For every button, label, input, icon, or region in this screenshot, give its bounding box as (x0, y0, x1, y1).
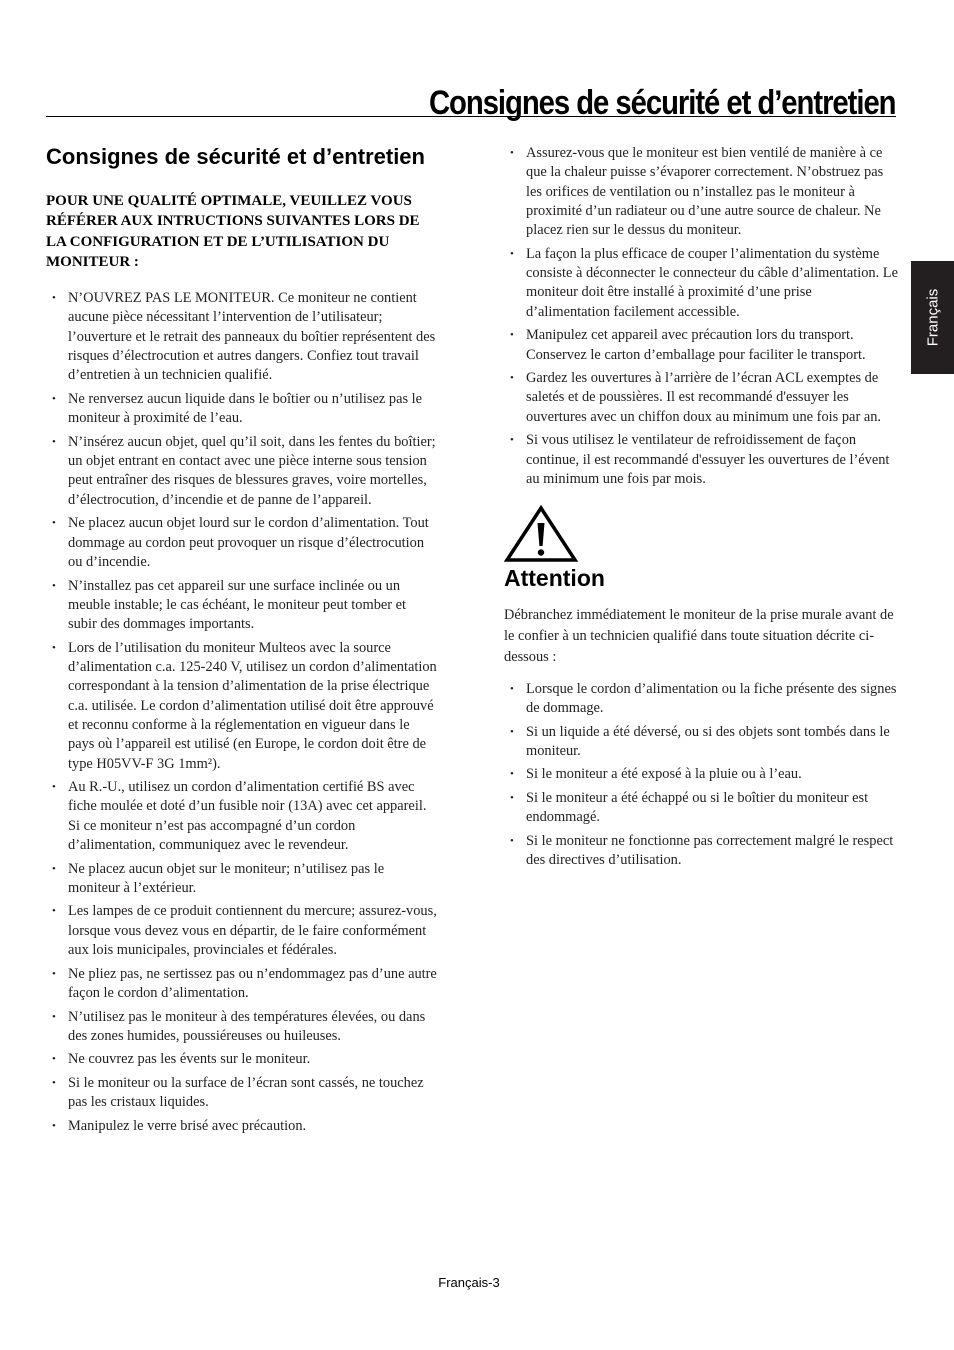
list-item (504, 431, 899, 489)
list-item-text: Lorsque le cordon d’alimentation ou la fiche présente des signes de dommage. (526, 680, 897, 716)
header-rule (46, 116, 896, 117)
list-item (46, 514, 438, 572)
list-item (46, 289, 438, 385)
list-item-text: Gardez les ouvertures à l’arrière de l’écran ACL exemptes de saletés et de poussières. Il est recommandé d'essuyer les ouvertures avec un chiffon doux au minimum une fois par an. (526, 370, 882, 425)
list-item-text: Si le moniteur a été échappé ou si le boîtier du moniteur est endommagé. (526, 790, 869, 826)
bullet-icon: • (510, 792, 514, 804)
intro-text: POUR UNE QUALITÉ OPTIMALE, VEUILLEZ VOUS RÉFÉRER AUX INTRUCTIONS SUIVANTES LORS DE LA CONFIGURATION ET DE L’UTILISATION DU MONITEUR : (46, 193, 420, 270)
list-item-text: Ne pliez pas, ne sertissez pas ou n’endommagez pas d’une autre façon le cordon d’alimentation. (68, 965, 437, 1001)
bullet-icon: • (52, 1010, 56, 1023)
bullet-icon: • (510, 725, 514, 738)
bullet-icon: • (52, 781, 56, 794)
list-item (504, 245, 899, 322)
section-heading: Consignes de sécurité et d’entretien (46, 144, 425, 169)
attention-heading: Attention (504, 565, 605, 592)
bullet-icon: • (52, 905, 56, 918)
list-item (46, 1050, 438, 1069)
list-item-text: Ne placez aucun objet sur le moniteur; n’utilisez pas le moniteur à l’extérieur. (68, 860, 385, 896)
language-tab-label: Français (924, 288, 941, 347)
bullet-icon: • (510, 147, 514, 159)
page-title: Consignes de sécurité et d’entretien (429, 84, 896, 122)
list-item (504, 832, 899, 871)
list-item (46, 390, 438, 429)
bullet-icon: • (52, 517, 56, 530)
list-item-text: Ne placez aucun objet lourd sur le cordon d’alimentation. Tout dommage au cordon peut provoquer un risque d’électrocution ou d’incendie. (68, 515, 429, 570)
list-item-text: Les lampes de ce produit contiennent du mercure; assurez-vous, lorsque vous devez vous en départir, de le faire conformément aux lois municipales, provinciales et fédérales. (68, 903, 437, 959)
list-item (504, 789, 899, 828)
list-item-text: N’utilisez pas le moniteur à des températures élevées, ou dans des zones humides, poussiéreuses ou huileuses. (68, 1008, 426, 1044)
list-item (46, 433, 438, 510)
list-item-text: N’OUVREZ PAS LE MONITEUR. Ce moniteur ne contient aucune pièce nécessitant l’intervention de l’utilisateur; l’ouverture et le retrait des panneaux du boîtier représentent des risques d’électrocution et autres dangers. Confiez tout travail d’entretien à un technicien qualifié. (68, 290, 436, 384)
bullet-icon: • (52, 292, 56, 305)
list-item (46, 577, 438, 635)
list-item-text: Lors de l’utilisation du moniteur Multeos avec la source d’alimentation c.a. 125-240 V, utilisez un cordon d’alimentation correspondant à la tension d’alimentation de la prise électrique c.a. utilisée. Le cordon d’alimentation utilisé doit être approuvé et reconnu conforme à la réglementation en vigueur dans le pays où l’appareil est utilisé (en Europe, le cordon doit être de type H05VV-F 3G 1mm²). (68, 639, 437, 772)
list-item-text: Assurez-vous que le moniteur est bien ventilé de manière à ce que la chaleur puisse s’évaporer correctement. N’obstruez pas les orifices de ventilation ou n’installez pas le moniteur à proximité d’un radiateur ou d’une autre source de chaleur. Ne placez rien sur le dessus du moniteur. (526, 145, 884, 239)
bullet-icon: • (510, 682, 514, 695)
bullet-icon: • (510, 834, 514, 847)
bullet-icon: • (510, 372, 514, 385)
list-item-text: N’insérez aucun objet, quel qu’il soit, dans les fentes du boîtier; un objet entrant en contact avec une pièce interne sous tension peut entraîner des risques de blessures graves, voire mortelles, d’électrocution, d’incendie et de panne de l’appareil. (68, 433, 436, 508)
bullet-icon: • (52, 967, 56, 980)
list-item (504, 723, 899, 762)
list-item (46, 778, 438, 855)
list-item-text: Ne couvrez pas les évents sur le moniteur. (68, 1051, 311, 1068)
list-item-text: La façon la plus efficace de couper l’alimentation du système consiste à déconnecter le connecteur du câble d’alimentation. Le moniteur doit être installé à proximité d’une prise d’alimentation facilement accessible. (526, 245, 898, 320)
list-item (46, 1008, 438, 1047)
list-item (46, 965, 438, 1004)
bullet-icon: • (52, 579, 56, 592)
list-item (46, 1074, 438, 1113)
bullet-icon: • (510, 768, 514, 781)
list-item (504, 680, 899, 719)
bullet-icon: • (52, 641, 56, 654)
bullet-icon: • (52, 862, 56, 875)
safety-list-continued (504, 144, 899, 489)
language-tab (911, 261, 954, 374)
list-item-text: Si le moniteur a été exposé à la pluie ou à l’eau. (526, 766, 802, 783)
safety-list (46, 289, 438, 1136)
attention-text: Débranchez immédiatement le moniteur de la prise murale avant de le confier à un technicien qualifié dans toute situation décrite ci-dessous : (504, 607, 894, 665)
page-number: Français-3 (438, 1275, 500, 1290)
bullet-icon: • (52, 435, 56, 448)
bullet-icon: • (52, 1119, 56, 1132)
list-item (46, 860, 438, 899)
bullet-icon: • (52, 392, 56, 405)
list-item-text: Manipulez le verre brisé avec précaution. (68, 1117, 307, 1134)
list-item (504, 765, 899, 784)
list-item-text: Si vous utilisez le ventilateur de refroidissement de façon continue, il est recommandé d'essuyer les ouvertures de l’évent au minimum une fois par mois. (526, 432, 890, 487)
list-item-text: Au R.-U., utilisez un cordon d’alimentation certifié BS avec fiche moulée et doté d’un fusible noir (13A) avec cet appareil. Si ce moniteur n’est pas accompagné d’un cordon d’alimentation, communiquez avec le revendeur. (68, 779, 427, 853)
bullet-icon: • (52, 1053, 56, 1066)
list-item (504, 326, 899, 365)
list-item-text: N’installez pas cet appareil sur une surface inclinée ou un meuble instable; le cas échéant, le moniteur peut tomber et subir des dommages importants. (68, 577, 407, 633)
bullet-icon: • (52, 1077, 56, 1090)
list-item-text: Si le moniteur ne fonctionne pas correctement malgré le respect des directives d’utilisation. (526, 832, 894, 869)
list-item-text: Si un liquide a été déversé, ou si des objets sont tombés dans le moniteur. (526, 723, 890, 759)
list-item (46, 902, 438, 960)
list-item (504, 144, 899, 240)
list-item (504, 369, 899, 427)
list-item-text: Ne renversez aucun liquide dans le boîtier ou n’utilisez pas le moniteur à proximité de l’eau. (68, 390, 423, 427)
right-column (504, 144, 899, 875)
list-item (46, 1117, 438, 1136)
bullet-icon: • (510, 434, 514, 447)
bullet-icon: • (510, 329, 514, 342)
attention-list (504, 680, 899, 871)
bullet-icon: • (510, 247, 514, 260)
list-item (46, 639, 438, 774)
left-column (46, 144, 438, 1141)
warning-triangle-icon (504, 505, 578, 563)
list-item-text: Si le moniteur ou la surface de l’écran sont cassés, ne touchez pas les cristaux liquides. (68, 1075, 424, 1111)
list-item-text: Manipulez cet appareil avec précaution lors du transport. Conservez le carton d’emballage pour faciliter le transport. (526, 327, 866, 363)
